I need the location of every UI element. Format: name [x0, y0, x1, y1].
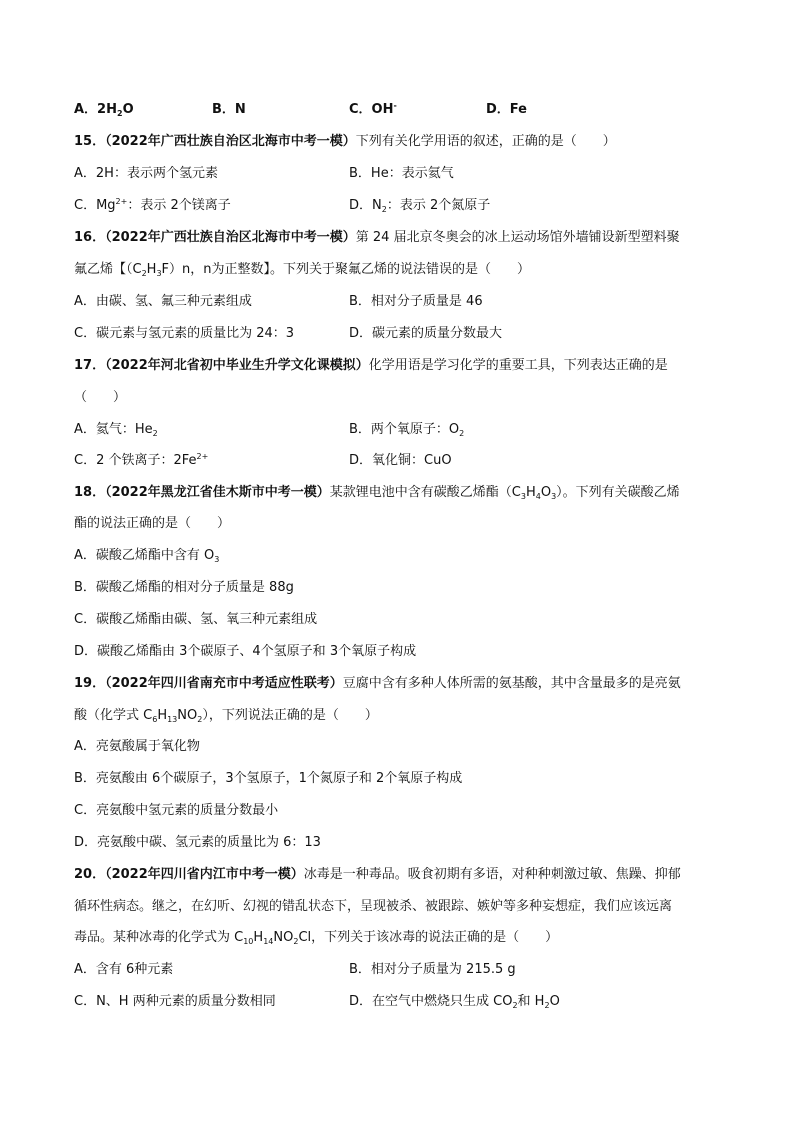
- q17-stem-line1: 17．（2022年河北省初中毕业生升学文化课模拟）化学用语是学习化学的重要工具，下列表达正确的是: [74, 358, 668, 373]
- q17-option-c: C．2 个铁离子：$2Fe^{2+}$: [74, 452, 209, 468]
- q16-option-c: C．碳元素与氢元素的质量比为 24：3: [74, 326, 295, 341]
- q20-stem-line1: 20．（2022年四川省内江市中考一模）冰毒是一种毒品。吸食初期有多语，对种种刺激过敏、焦躁、抑郁: [74, 867, 681, 882]
- q18-option-c: C．碳酸乙烯酯由碳、氢、氧三种元素组成: [74, 612, 318, 627]
- q19-option-d: D．亮氨酸中碳、氢元素的质量比为 6：13: [74, 835, 321, 850]
- q19-option-b: B．亮氨酸由 6个碳原子，3个氢原子，1个氮原子和 2个氧原子构成: [74, 771, 463, 786]
- q16-option-b: B．相对分子质量是 46: [349, 294, 483, 309]
- q20-stem-line2: 循环性病态。继之，在幻听、幻视的错乱状态下，呈现被杀、被跟踪、嫉妒等多种妄想症，我们应该远离: [74, 899, 673, 914]
- q15-option-d: D．$N_2$：表示 2个氮原子: [349, 198, 491, 214]
- q15-option-c: C．$Mg^{2+}$：表示 2个镁离子: [74, 197, 231, 213]
- q17-option-a: A．氦气：$He_2$: [74, 422, 158, 438]
- q15-option-b: B．He：表示氦气: [349, 166, 454, 181]
- q14-option-b: B．N: [212, 102, 246, 117]
- q20-option-d: D．在空气中燃烧只生成 $CO_2$和 $H_2O$: [349, 994, 560, 1010]
- q16-stem-line1: 16．（2022年广西壮族自治区北海市中考一模）第 24 届北京冬奥会的冰上运动场馆外墙铺设新型塑料聚: [74, 230, 680, 245]
- q15-option-a: A．2H：表示两个氢元素: [74, 166, 218, 181]
- q18-option-b: B．碳酸乙烯酯的相对分子质量是 88g: [74, 580, 294, 595]
- q17-option-d: D．氧化铜：CuO: [349, 453, 452, 468]
- q14-option-a: A．$2H_2O$: [74, 102, 134, 118]
- q19-option-c: C．亮氨酸中氢元素的质量分数最小: [74, 803, 279, 818]
- q20-stem-line3: 毒品。某种冰毒的化学式为 $C_{10}H_{14}NO_2Cl$，下列关于该冰毒的说法正确的是（ ）: [74, 930, 559, 946]
- q17-stem-line2: （ ）: [74, 390, 127, 405]
- q16-stem-line2: 氟乙烯【$(C_2H_3F)n$，n为正整数】。下列关于聚氟乙烯的说法错误的是（ ）: [74, 262, 531, 278]
- q18-option-d: D．碳酸乙烯酯由 3个碳原子、4个氢原子和 3个氧原子构成: [74, 644, 417, 659]
- q16-option-a: A．由碳、氢、氟三种元素组成: [74, 294, 252, 309]
- q18-option-a: A．碳酸乙烯酯中含有 $O_3$: [74, 548, 220, 564]
- q19-stem-line2: 酸（化学式 $C_6H_{13}NO_2$），下列说法正确的是（ ）: [74, 708, 378, 724]
- q17-option-b: B．两个氧原子：$O_2$: [349, 422, 465, 438]
- q18-stem-line1: 18．（2022年黑龙江省佳木斯市中考一模）某款锂电池中含有碳酸乙烯酯$(C_3H_4O_3)$。下列有关碳酸乙烯: [74, 485, 680, 501]
- q15-stem: 15．（2022年广西壮族自治区北海市中考一模）下列有关化学用语的叙述，正确的是（ ）: [74, 134, 616, 149]
- q14-option-c: C．OH-: [349, 101, 397, 117]
- q20-option-c: C．N、H 两种元素的质量分数相同: [74, 994, 276, 1009]
- q14-option-d: D．Fe: [486, 102, 527, 117]
- q20-option-b: B．相对分子质量为 215.5 g: [349, 962, 516, 977]
- q16-option-d: D．碳元素的质量分数最大: [349, 326, 503, 341]
- q19-option-a: A．亮氨酸属于氧化物: [74, 739, 200, 754]
- q19-stem-line1: 19．（2022年四川省南充市中考适应性联考）豆腐中含有多种人体所需的氨基酸，其中含量最多的是亮氨: [74, 676, 681, 691]
- q20-option-a: A．含有 6种元素: [74, 962, 174, 977]
- q18-stem-line2: 酯的说法正确的是（ ）: [74, 516, 231, 531]
